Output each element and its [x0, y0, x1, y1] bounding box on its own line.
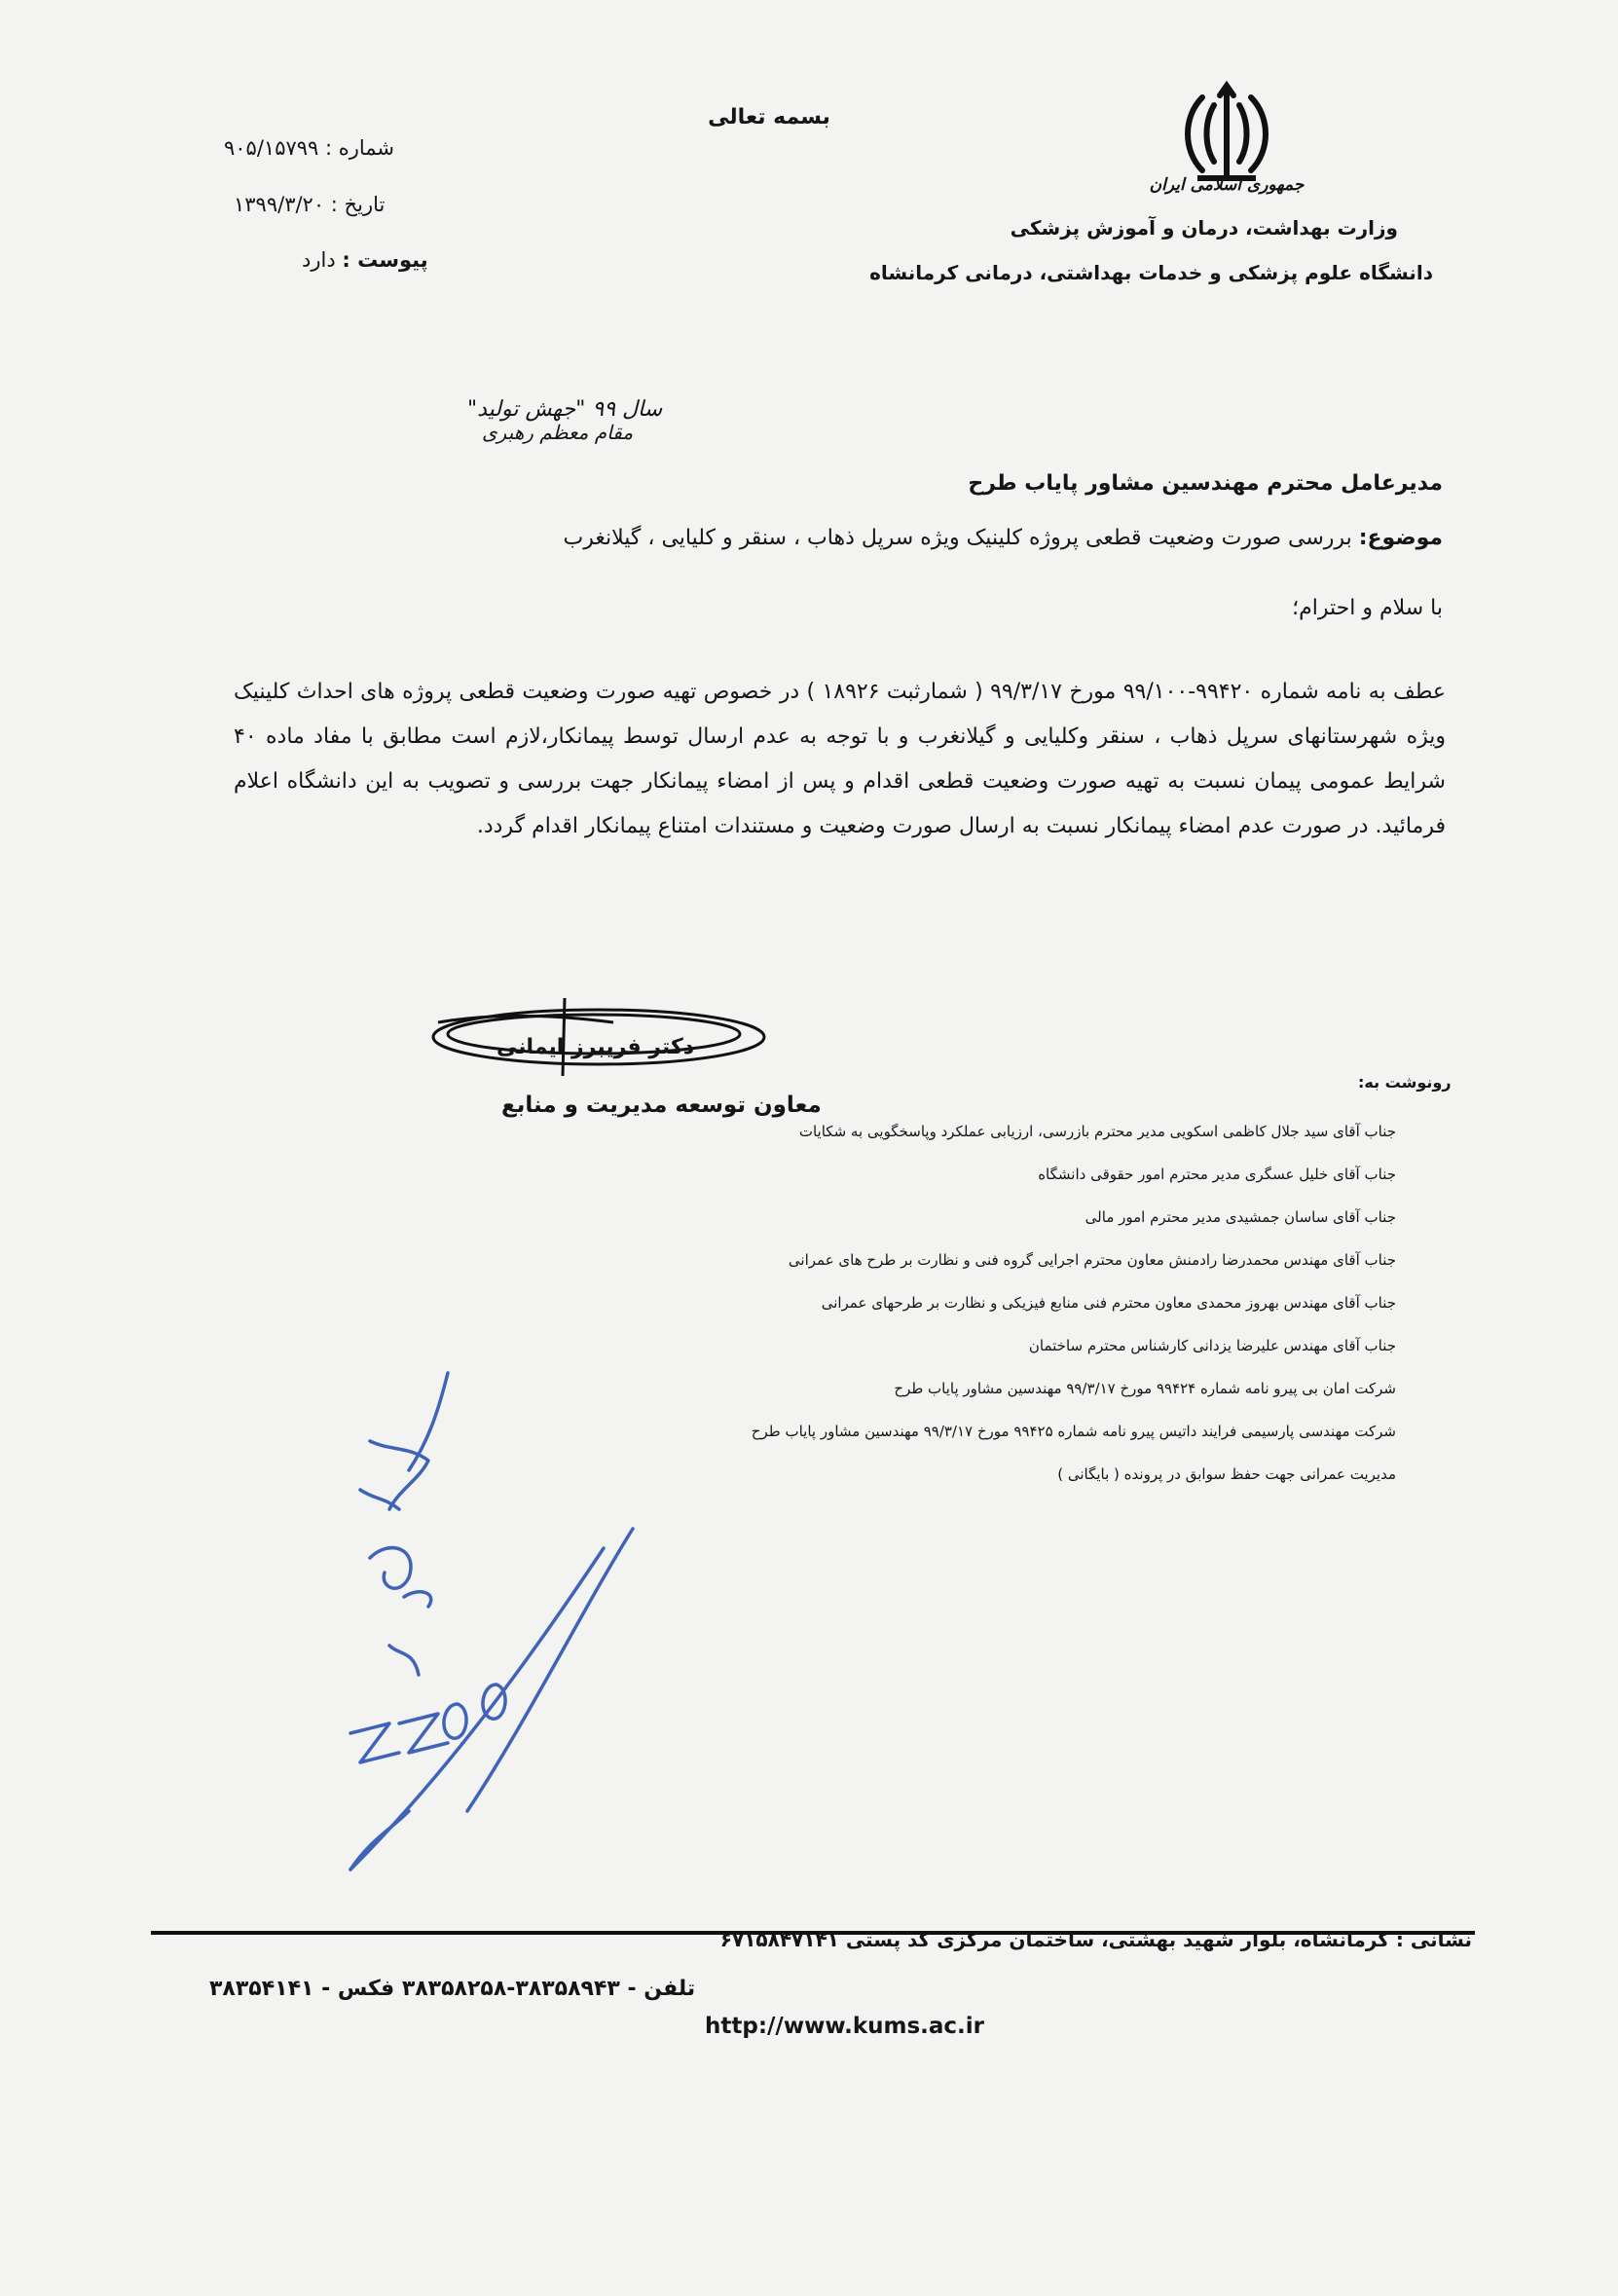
recipient-line: مدیرعامل محترم مهندسین مشاور پایاب طرح	[968, 471, 1443, 496]
letter-body: عطف به نامه شماره ۹۹۴۲۰-۹۹/۱۰۰ مورخ ۹۹/۳/۱۷ ( شمارثبت ۱۸۹۲۶ ) در خصوص تهیه صورت وضعیت قطعی پروژه های احداث کلینیک ویژه شهرستانهای سرپل ذهاب ، سنقر وکلیایی و گیلانغرب و با توجه به عدم ارسال توسط پیمانکار،لازم است مطابق با مفاد ماده ۴۰ شرایط عمومی پیمان نسبت به تهیه صورت وضعیت قطعی اقدام و پس از امضاء پیمانکار جهت بررسی و تصویب به این دانشگاه اعلام فرمائید. در صورت عدم امضاء پیمانکار نسبت به ارسال صورت وضعیت و مستندات امتناع پیمانکار اقدام گردد.	[234, 680, 1446, 838]
cc-item: جناب آقای ساسان جمشیدی مدیر محترم امور مالی	[1085, 1208, 1396, 1226]
cc-item: جناب آقای سید جلال کاظمی اسکویی مدیر محترم بازرسی، ارزیابی عملکرد وپاسخگویی به شکایات	[798, 1123, 1396, 1140]
cc-heading: رونوشت به:	[1358, 1073, 1452, 1092]
letter-attachment-label: پیوست :	[342, 248, 428, 272]
ministry-title: وزارت بهداشت، درمان و آموزش پزشکی	[1010, 216, 1398, 240]
bismillah-heading: بسمه تعالی	[708, 105, 830, 130]
letter-date-value: ۱۳۹۹/۳/۲۰	[234, 193, 325, 216]
cc-item: جناب آقای خلیل عسگری مدیر محترم امور حقوقی دانشگاه	[1038, 1166, 1396, 1183]
footer-website: http://www.kums.ac.ir	[705, 2014, 985, 2039]
university-title: دانشگاه علوم پزشکی و خدمات بهداشتی، درمانی کرمانشاه	[869, 261, 1433, 284]
cc-item: شرکت مهندسی پارسیمی فرایند داتیس پیرو نامه شماره ۹۹۴۲۵ مورخ ۹۹/۳/۱۷ مهندسین مشاور پایاب طرح	[751, 1423, 1396, 1440]
greeting: با سلام و احترام؛	[1292, 596, 1443, 620]
letter-date-label: تاریخ :	[330, 193, 386, 216]
letter-attachment-value: دارد	[302, 248, 336, 272]
republic-title: جمهوری اسلامی ایران	[1149, 175, 1305, 195]
letter-number-value: ۹۰۵/۱۵۷۹۹	[224, 136, 319, 160]
year-slogan: سال ۹۹ "جهش تولید"	[467, 397, 663, 422]
cc-item: مدیریت عمرانی جهت حفظ سوابق در پرونده ( بایگانی )	[1057, 1465, 1396, 1483]
footer-address: نشانی : کرمانشاه، بلوار شهید بهشتی، ساختمان مرکزی کد پستی ۶۷۱۵۸۴۷۱۴۱	[719, 1928, 1472, 1951]
cc-item: شرکت امان بی پیرو نامه شماره ۹۹۴۲۴ مورخ ۹۹/۳/۱۷ مهندسین مشاور پایاب طرح	[894, 1380, 1396, 1397]
cc-item: جناب آقای مهندس محمدرضا رادمنش معاون محترم اجرایی گروه فنی و نظارت بر طرح های عمرانی	[788, 1251, 1396, 1269]
signer-title: معاون توسعه مدیریت و منابع	[501, 1092, 822, 1118]
subject-line	[564, 526, 1443, 550]
letter-number-label: شماره :	[325, 136, 395, 160]
letter-date	[234, 193, 385, 216]
signer-name: دکتر فریبرز ایمانی	[496, 1035, 695, 1059]
handwritten-archive-note	[331, 1353, 720, 1879]
letter-number	[224, 136, 394, 160]
cc-item: جناب آقای مهندس بهروز محمدی معاون محترم فنی منابع فیزیکی و نظارت بر طرحهای عمرانی	[821, 1294, 1396, 1312]
cc-item: جناب آقای مهندس علیرضا یزدانی کارشناس محترم ساختمان	[1028, 1337, 1396, 1354]
subject-label: موضوع:	[1358, 526, 1443, 550]
slogan-author: مقام معظم رهبری	[482, 421, 634, 444]
letter-attachment	[302, 248, 428, 272]
subject-text: بررسی صورت وضعیت قطعی پروژه کلینیک ویژه سرپل ذهاب ، سنقر و کلیایی ، گیلانغرب	[563, 526, 1352, 550]
footer-contact: تلفن - ۳۸۳۵۸۹۴۳-۳۸۳۵۸۲۵۸ فکس - ۳۸۳۵۴۱۴۱	[209, 1977, 696, 2001]
